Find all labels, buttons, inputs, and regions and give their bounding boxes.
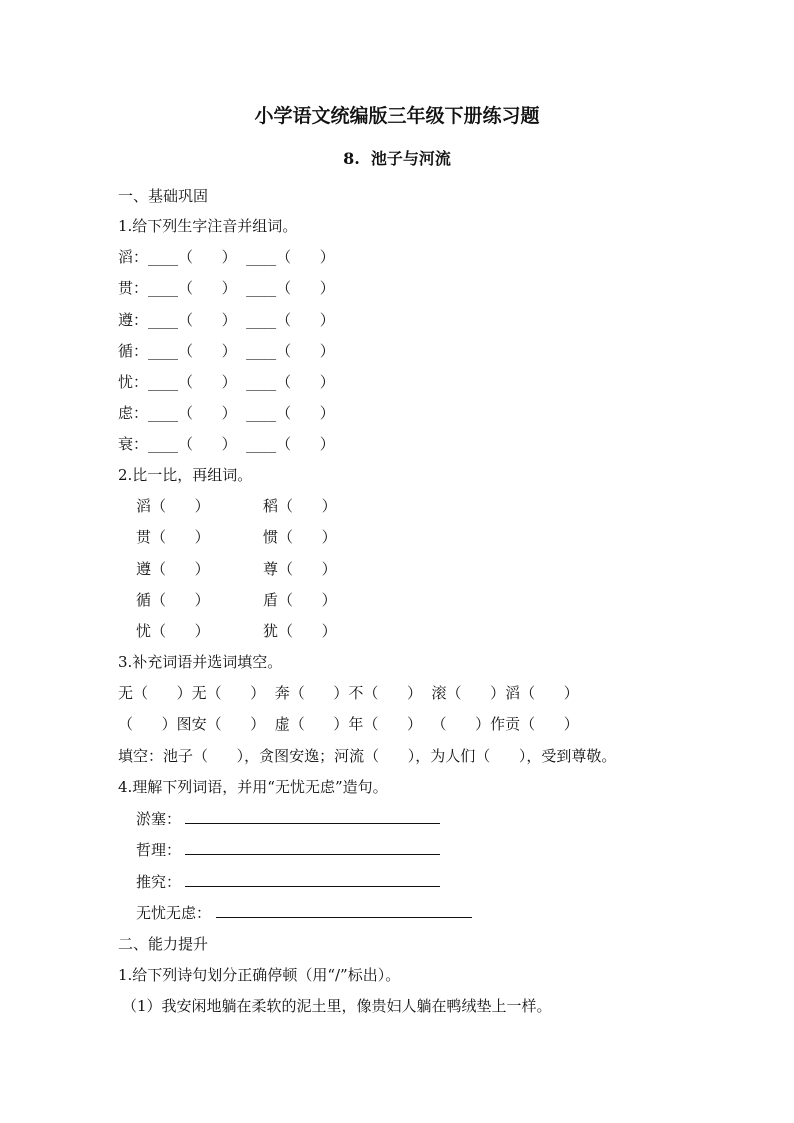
section-basic-heading: 一、基础巩固 — [118, 187, 209, 205]
compare-left: 贯（ ） — [136, 528, 210, 546]
pinyin-row: 贯：____（ ） ____（ ） — [118, 279, 335, 297]
compare-right: 尊（ ） — [263, 560, 337, 578]
answer-line[interactable] — [185, 809, 440, 829]
compare-right: 惯（ ） — [263, 528, 337, 546]
compare-left: 滔（ ） — [136, 497, 210, 515]
answer-line[interactable] — [185, 872, 440, 892]
lesson-title: 8. 池子与河流 — [343, 149, 451, 168]
pinyin-row: 滔：____（ ） ____（ ） — [118, 248, 335, 266]
question-4-prompt: 4.理解下列词语，并用“无忧无虑”造句。 — [118, 778, 388, 796]
idiom-row: 无（ ）无（ ） 奔（ ）不（ ） 滚（ ）滔（ ） — [118, 684, 579, 702]
fill-in-sentence: 填空：池子（ ），贪图安逸；河流（ ），为人们（ ），受到尊敬。 — [118, 747, 617, 765]
pinyin-row: 虑：____（ ） ____（ ） — [118, 404, 335, 422]
question-3-prompt: 3.补充词语并选词填空。 — [118, 653, 283, 671]
page-title: 小学语文统编版三年级下册练习题 — [254, 105, 540, 127]
pinyin-row: 循：____（ ） ____（ ） — [118, 342, 335, 360]
section-improve-heading: 二、能力提升 — [118, 935, 209, 953]
pinyin-row: 忧：____（ ） ____（ ） — [118, 373, 335, 391]
question-5-prompt: 1.给下列诗句划分正确停顿（用“/”标出）。 — [118, 966, 401, 984]
answer-line[interactable] — [185, 840, 440, 860]
compare-left: 忧（ ） — [136, 622, 210, 640]
pinyin-row: 衰：____（ ） ____（ ） — [118, 435, 335, 453]
question-1-prompt: 1.给下列生字注音并组词。 — [118, 217, 298, 235]
term-label: 无忧无虑： — [136, 904, 212, 922]
idiom-row: （ ）图安（ ） 虚（ ）年（ ） （ ）作贡（ ） — [118, 715, 579, 733]
term-label: 淤塞： — [136, 810, 182, 828]
compare-right: 盾（ ） — [263, 591, 337, 609]
poem-line: （1）我安闲地躺在柔软的泥土里，像贵妇人躺在鸭绒垫上一样。 — [122, 997, 552, 1015]
compare-right: 稻（ ） — [263, 497, 337, 515]
question-2-prompt: 2.比一比，再组词。 — [118, 466, 253, 484]
compare-left: 循（ ） — [136, 591, 210, 609]
pinyin-row: 遵：____（ ） ____（ ） — [118, 311, 335, 329]
compare-left: 遵（ ） — [136, 560, 210, 578]
compare-right: 犹（ ） — [263, 622, 337, 640]
answer-line[interactable] — [216, 903, 472, 923]
term-label: 推究： — [136, 873, 182, 891]
term-label: 哲理： — [136, 841, 182, 859]
